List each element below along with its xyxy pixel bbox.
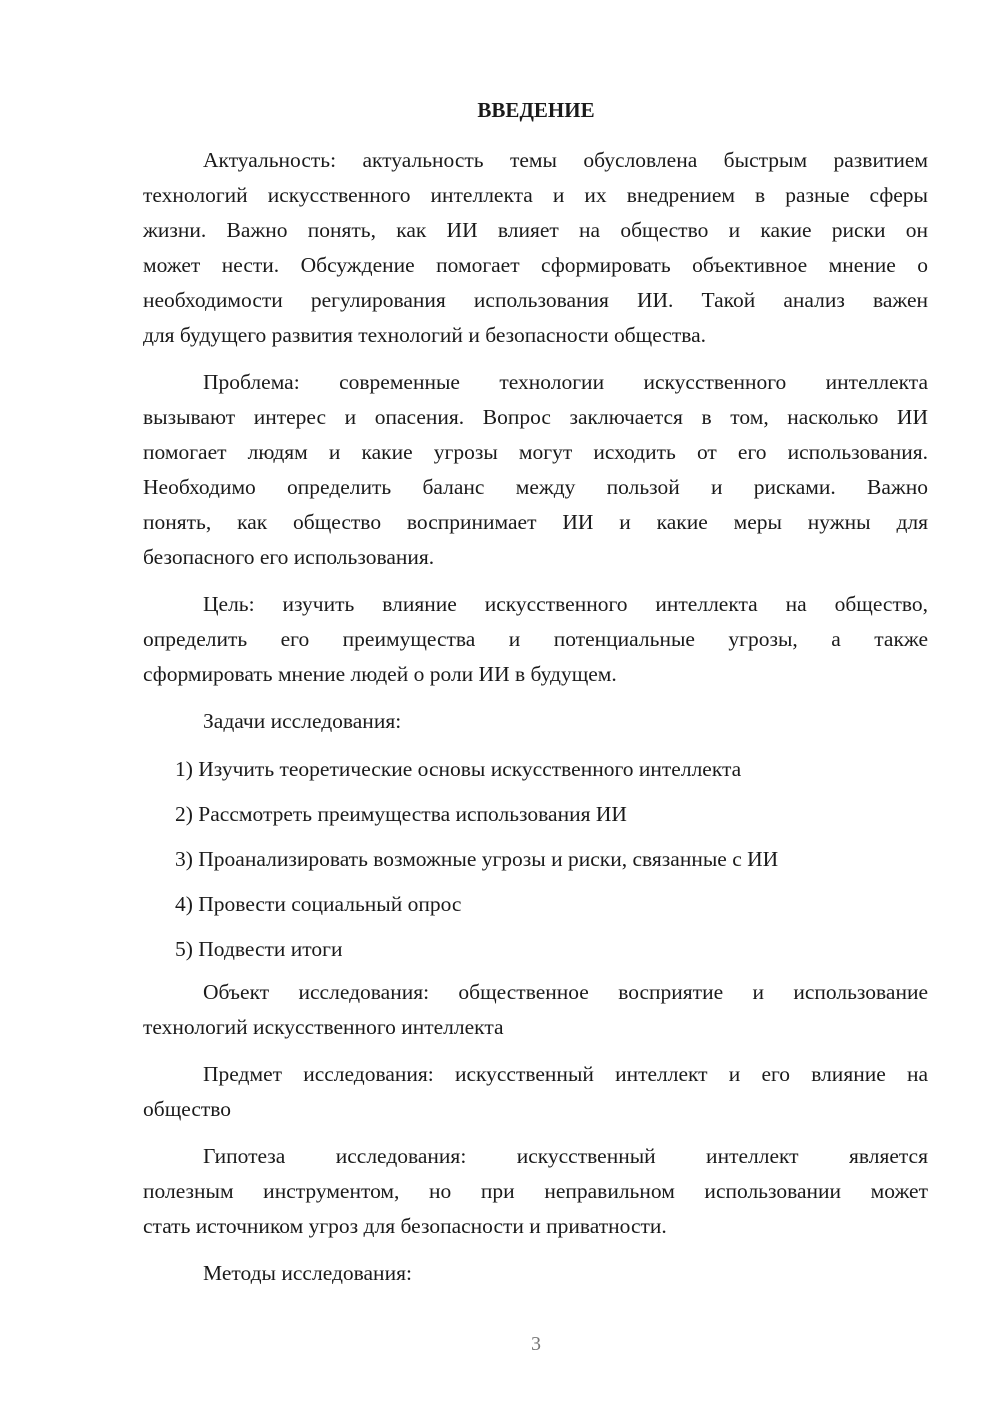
text-line: жизни. Важно понять, как ИИ влияет на общество и какие риски он bbox=[143, 218, 928, 242]
tasks-list bbox=[143, 747, 928, 972]
object-paragraph bbox=[143, 975, 928, 1045]
text-line: общество bbox=[143, 1097, 232, 1121]
paragraphs-after-list bbox=[143, 975, 928, 1291]
text-line: Необходимо определить баланс между пользой и рисками. Важно bbox=[143, 475, 928, 499]
task-list-item: 4) Провести социальный опрос bbox=[175, 892, 462, 916]
text-line: Гипотеза исследования: искусственный интеллект является bbox=[203, 1144, 928, 1168]
text-line: Цель: изучить влияние искусственного интеллекта на общество, bbox=[203, 592, 928, 616]
relevance-paragraph bbox=[143, 143, 928, 353]
text-line: технологий искусственного интеллекта bbox=[143, 1015, 504, 1039]
text-line: Задачи исследования: bbox=[203, 709, 402, 733]
task-list-item: 3) Проанализировать возможные угрозы и риски, связанные с ИИ bbox=[175, 847, 779, 871]
text-line: понять, как общество воспринимает ИИ и какие меры нужны для bbox=[143, 510, 928, 534]
text-line: безопасного его использования. bbox=[143, 545, 435, 569]
paragraphs-before-list bbox=[143, 143, 928, 739]
task-list-item: 1) Изучить теоретические основы искусственного интеллекта bbox=[175, 757, 742, 781]
text-line: стать источником угроз для безопасности и приватности. bbox=[143, 1214, 667, 1238]
tasks-heading bbox=[143, 704, 928, 739]
text-line: помогает людям и какие угрозы могут исходить от его использования. bbox=[143, 440, 928, 464]
text-line: Проблема: современные технологии искусственного интеллекта bbox=[203, 370, 928, 394]
problem-paragraph bbox=[143, 365, 928, 575]
text-line: определить его преимущества и потенциальные угрозы, а также bbox=[143, 627, 928, 651]
text-line: Методы исследования: bbox=[203, 1261, 412, 1285]
text-line: сформировать мнение людей о роли ИИ в будущем. bbox=[143, 662, 617, 686]
text-line: для будущего развития технологий и безопасности общества. bbox=[143, 323, 707, 347]
text-line: полезным инструментом, но при неправильном использовании может bbox=[143, 1179, 928, 1203]
text-line: может нести. Обсуждение помогает сформировать объективное мнение о bbox=[143, 253, 928, 277]
text-line: вызывают интерес и опасения. Вопрос заключается в том, насколько ИИ bbox=[143, 405, 928, 429]
page-title: ВВЕДЕНИЕ bbox=[477, 98, 595, 122]
methods-heading bbox=[143, 1256, 928, 1291]
task-list-item: 2) Рассмотреть преимущества использования ИИ bbox=[175, 802, 627, 826]
document-body bbox=[143, 143, 928, 1303]
page-number: 3 bbox=[531, 1333, 541, 1355]
subject-paragraph bbox=[143, 1057, 928, 1127]
text-line: Актуальность: актуальность темы обусловлена быстрым развитием bbox=[203, 148, 928, 172]
text-line: Объект исследования: общественное восприятие и использование bbox=[203, 980, 928, 1004]
goal-paragraph bbox=[143, 587, 928, 692]
task-list-item: 5) Подвести итоги bbox=[175, 937, 343, 961]
text-line: технологий искусственного интеллекта и их внедрением в разные сферы bbox=[143, 183, 928, 207]
text-line: необходимости регулирования использования ИИ. Такой анализ важен bbox=[143, 288, 928, 312]
hypothesis-paragraph bbox=[143, 1139, 928, 1244]
text-line: Предмет исследования: искусственный интеллект и его влияние на bbox=[203, 1062, 928, 1086]
